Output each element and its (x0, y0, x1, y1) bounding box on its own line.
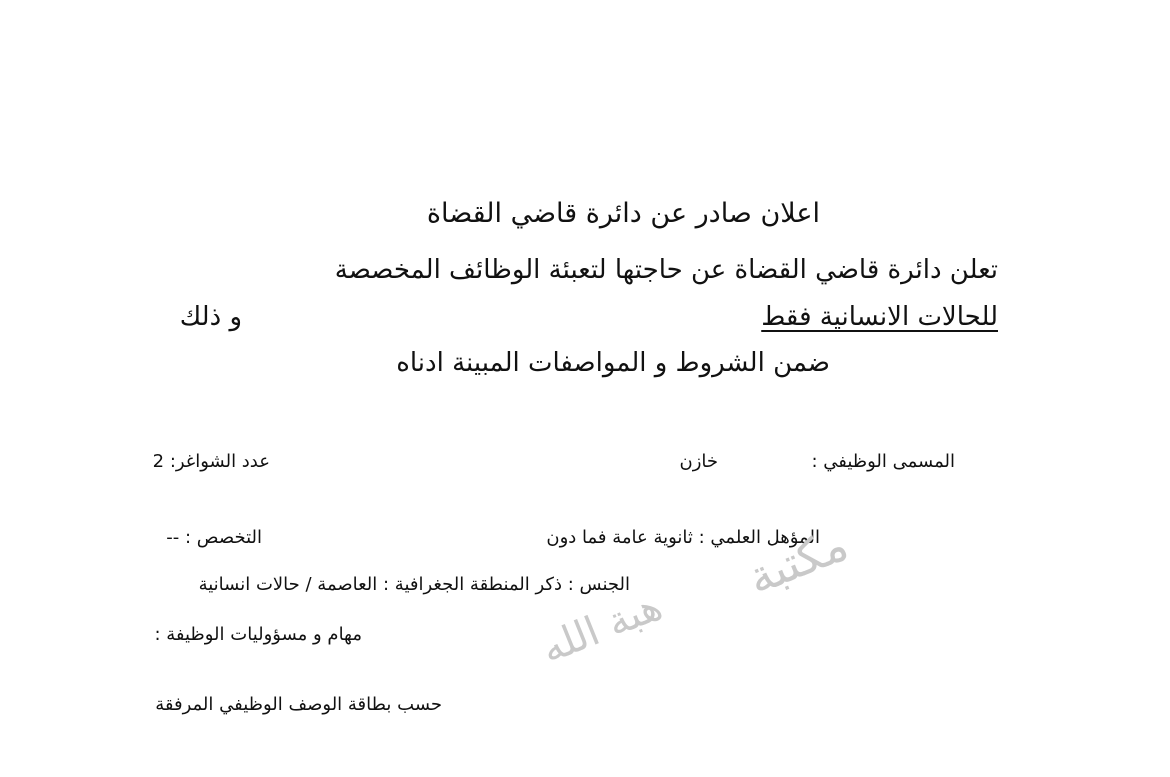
job-title-label: المسمى الوظيفي : (811, 451, 955, 472)
job-title-value: خازن (679, 451, 718, 472)
announcement-line-3: ضمن الشروط و المواصفات المبينة ادناه (396, 348, 830, 378)
duties-label: مهام و مسؤوليات الوظيفة : (154, 624, 362, 645)
announcement-line-1: تعلن دائرة قاضي القضاة عن حاجتها لتعبئة الوظائف المخصصة (334, 255, 998, 285)
vacancies-count: عدد الشواغر: 2 (152, 451, 270, 472)
announcement-line-2-underlined: للحالات الانسانية فقط (761, 302, 998, 332)
watermark-line-1: مكتبة (740, 516, 856, 606)
gender-region: الجنس : ذكر المنطقة الجغرافية : العاصمة / حالات انسانية (198, 574, 630, 595)
watermark-line-2: هبة الله (535, 583, 669, 673)
announcement-line-2-tail: و ذلك (179, 302, 242, 332)
qualification: المؤهل العلمي : ثانوية عامة فما دون (546, 527, 820, 548)
announcement-title: اعلان صادر عن دائرة قاضي القضاة (426, 198, 820, 229)
duties-value: حسب بطاقة الوصف الوظيفي المرفقة (155, 694, 442, 715)
specialization: التخصص : -- (166, 527, 262, 548)
